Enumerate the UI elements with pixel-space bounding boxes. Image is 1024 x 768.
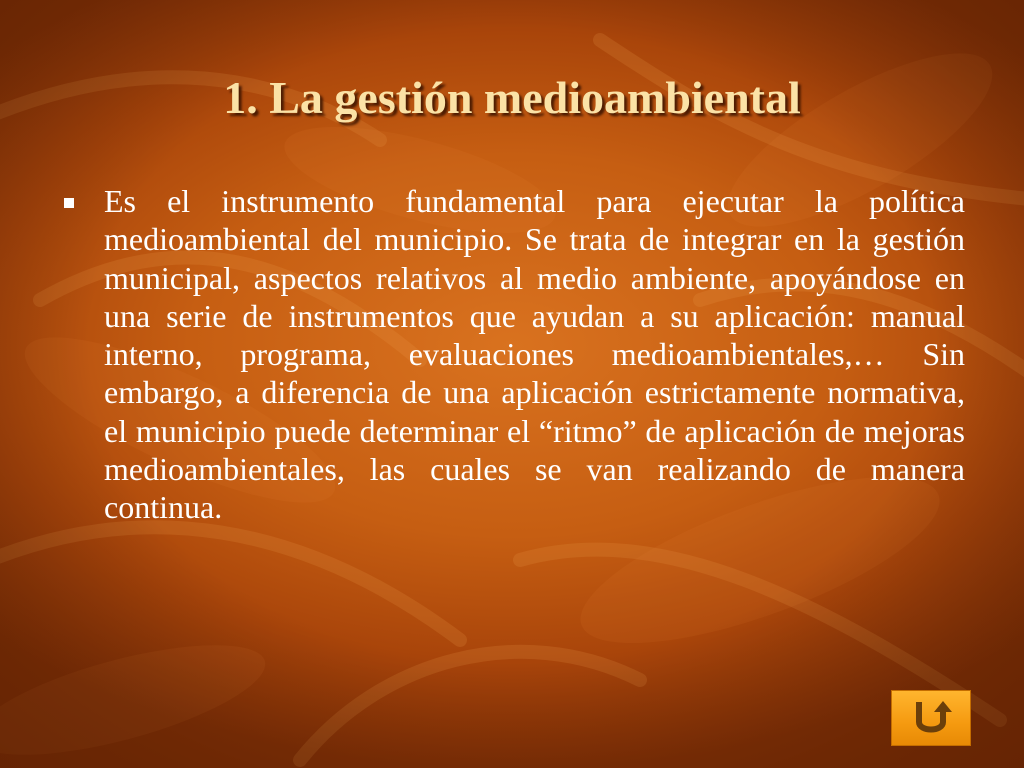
bullet-item bbox=[60, 182, 965, 527]
bullet-text: Es el instrumento fundamental para ejecutar la política medioambiental del municipio. Se trata de integrar en la gestión municipal, aspectos relativos al medio ambiente, apoyándose en una serie de instrumentos que ayudan a su aplicación: manual interno, programa, evaluaciones medioambientales,… Sin embargo, a diferencia de una aplicación estrictamente normativa, el municipio puede determinar el “ritmo” de aplicación de mejoras medioambientales, las cuales se van realizando de manera continua. bbox=[104, 183, 965, 526]
return-button[interactable] bbox=[891, 690, 971, 746]
slide-title: 1. La gestión medioambiental bbox=[223, 72, 801, 123]
square-bullet-icon bbox=[64, 198, 74, 208]
return-u-turn-icon bbox=[909, 698, 953, 738]
bullet-list bbox=[60, 182, 965, 527]
